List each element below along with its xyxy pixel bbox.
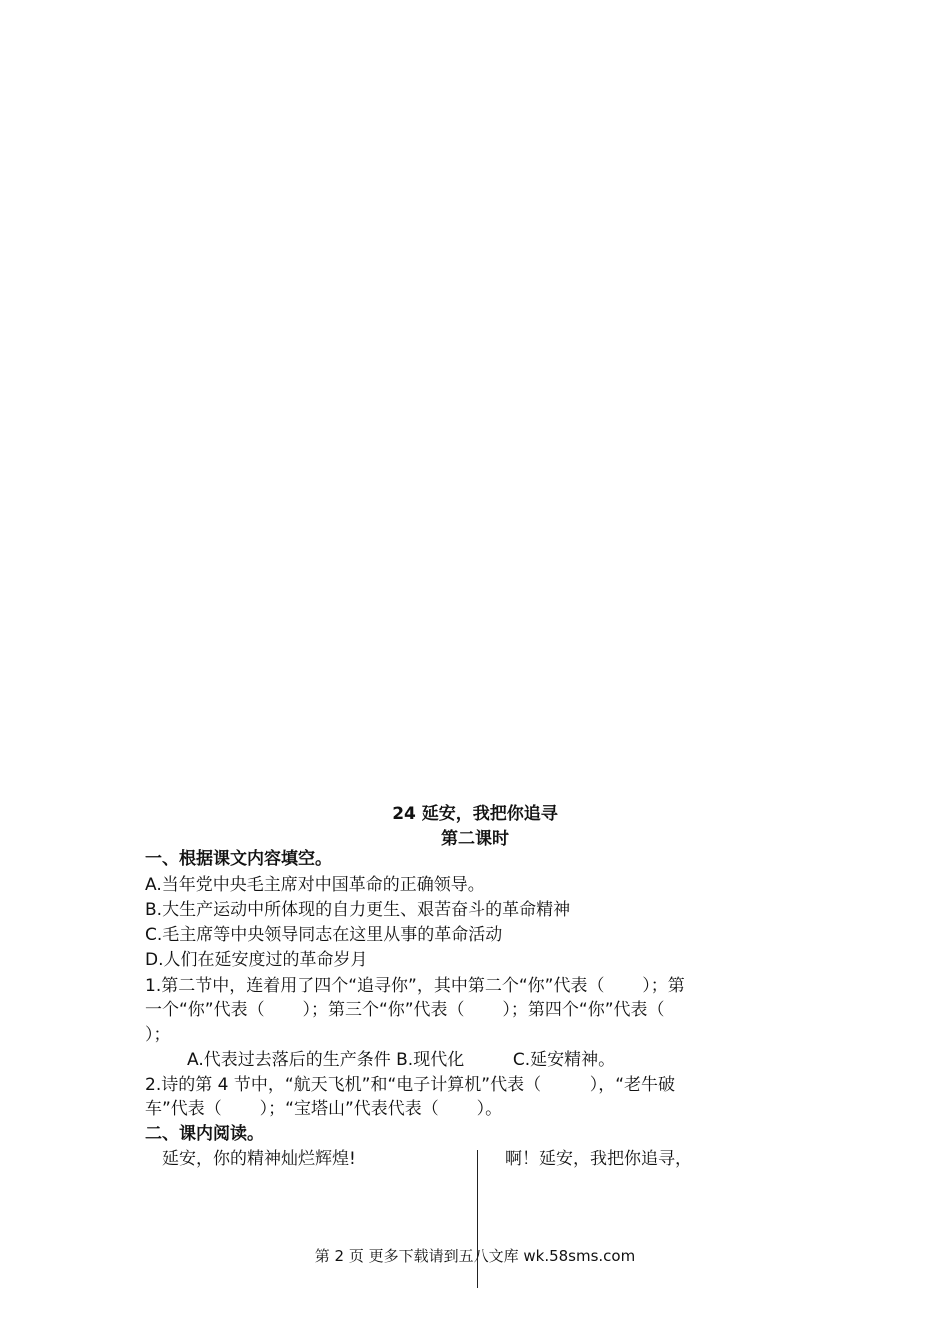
question-1-line-2: 一个“你”代表（ ）；第三个“你”代表（ ）；第四个“你”代表（ — [145, 1000, 665, 1020]
question-2-line-2: 车”代表（ ）；“宝塔山”代表代表（ ）。 — [145, 1099, 503, 1119]
lesson-subtitle: 第二课时 — [441, 829, 509, 849]
column-divider — [477, 1150, 478, 1288]
option-d: D.人们在延安度过的革命岁月 — [145, 950, 368, 970]
option-a: A.当年党中央毛主席对中国革命的正确领导。 — [145, 875, 485, 895]
section-heading-reading: 二、课内阅读。 — [145, 1124, 264, 1144]
question-2-line-1: 2.诗的第 4 节中，“航天飞机”和“电子计算机”代表（ ），“老牛破 — [145, 1075, 676, 1095]
lesson-title: 24 延安，我把你追寻 — [392, 804, 558, 824]
question-1-choices: A.代表过去落后的生产条件 B.现代化 C.延安精神。 — [187, 1050, 616, 1070]
poem-left-column: 延安，你的精神灿烂辉煌! — [162, 1149, 356, 1169]
section-heading-fill-in: 一、根据课文内容填空。 — [145, 849, 332, 869]
poem-right-column: 啊！延安，我把你追寻， — [505, 1149, 692, 1169]
question-1-line-1: 1.第二节中，连着用了四个“追寻你”，其中第二个“你”代表（ ）；第 — [145, 976, 685, 996]
option-c: C.毛主席等中央领导同志在这里从事的革命活动 — [145, 925, 503, 945]
question-1-line-3: ）； — [145, 1025, 171, 1045]
option-b: B.大生产运动中所体现的自力更生、艰苦奋斗的革命精神 — [145, 900, 571, 920]
page-footer: 第 2 页 更多下载请到五八文库 wk.58sms.com — [314, 1247, 636, 1265]
